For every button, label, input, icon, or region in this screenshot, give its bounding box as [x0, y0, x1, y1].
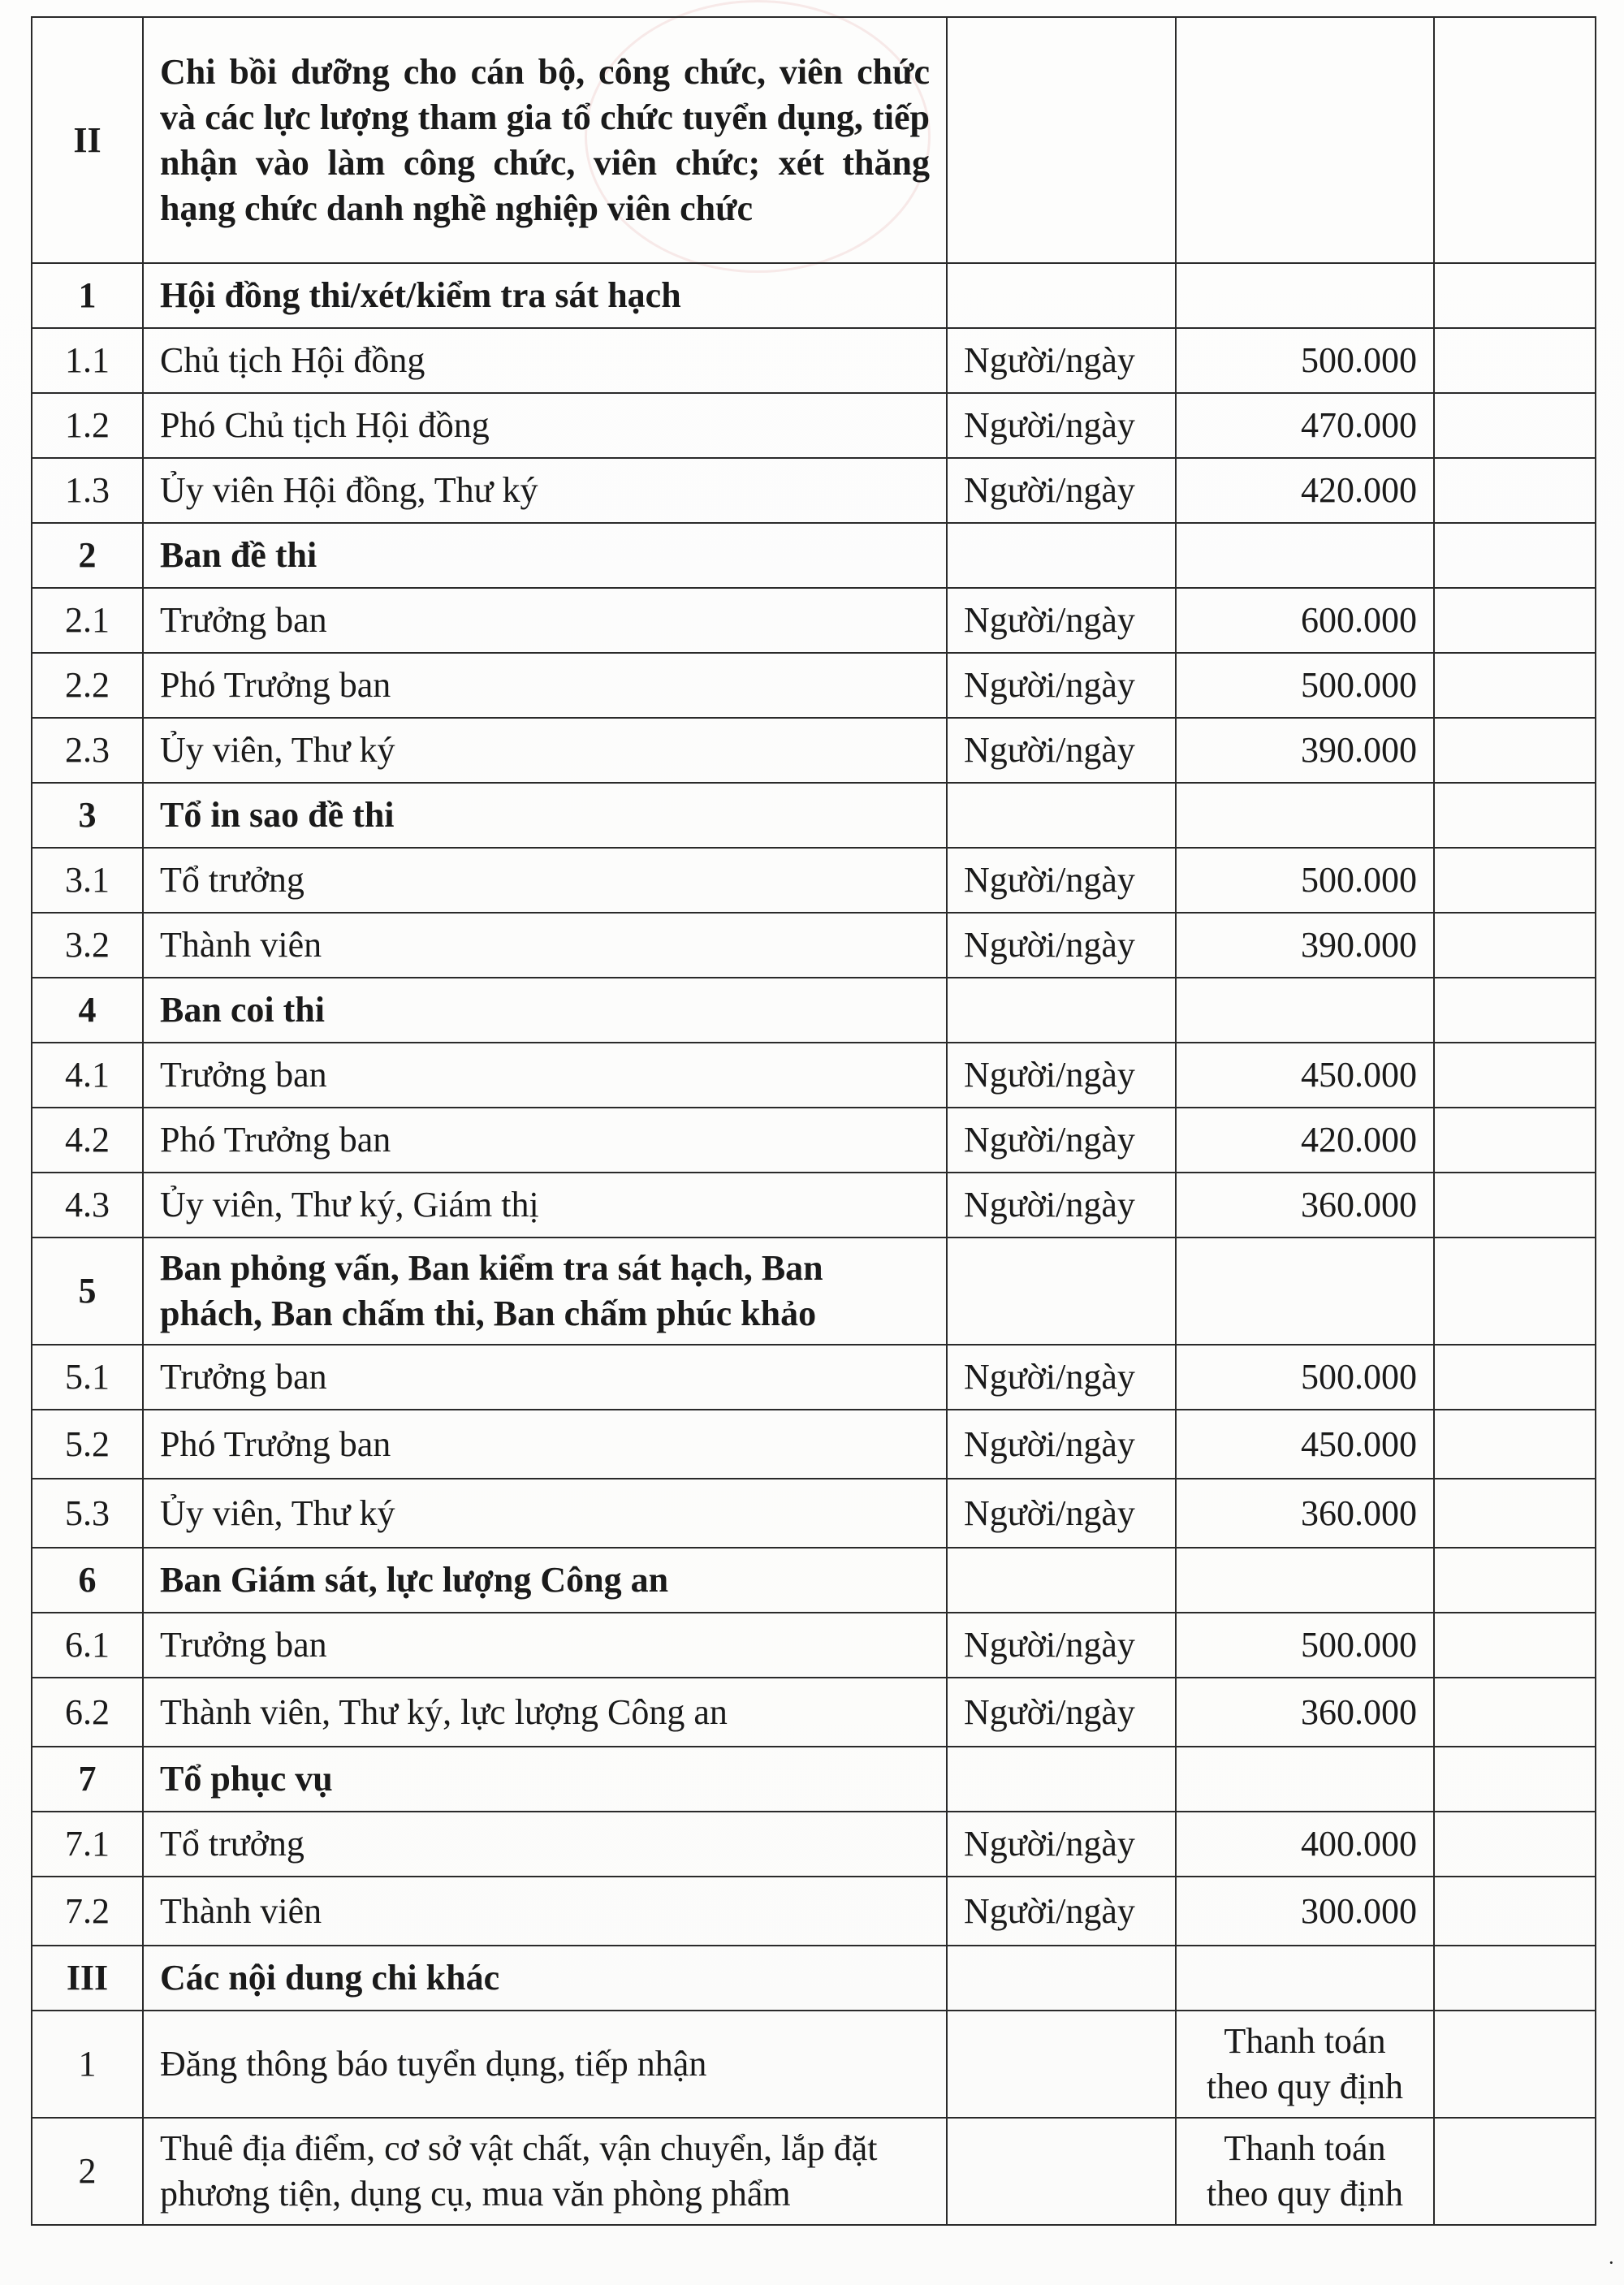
cell-amount: Thanh toán theo quy định — [1176, 2011, 1434, 2118]
cell-unit — [947, 2011, 1176, 2118]
cell-content: Ban phỏng vấn, Ban kiểm tra sát hạch, Ban phách, Ban chấm thi, Ban chấm phúc khảo — [143, 1238, 947, 1345]
cell-content: Ban Giám sát, lực lượng Công an — [143, 1548, 947, 1613]
cell-unit: Người/ngày — [947, 718, 1176, 783]
expense-table-body — [32, 17, 1596, 2225]
cell-amount — [1176, 263, 1434, 328]
cell-content: Tổ phục vụ — [143, 1747, 947, 1812]
table-row — [32, 1410, 1596, 1479]
cell-note — [1434, 1479, 1596, 1548]
cell-note — [1434, 1946, 1596, 2011]
page-corner-mark: · — [1608, 2251, 1615, 2274]
cell-unit — [947, 1548, 1176, 1613]
cell-unit: Người/ngày — [947, 1108, 1176, 1173]
cell-unit: Người/ngày — [947, 1877, 1176, 1946]
table-row — [32, 1345, 1596, 1410]
table-row — [32, 1043, 1596, 1108]
cell-content: Phó Trưởng ban — [143, 1108, 947, 1173]
cell-note — [1434, 913, 1596, 978]
cell-amount: 360.000 — [1176, 1479, 1434, 1548]
cell-stt: 2.1 — [32, 588, 143, 653]
cell-unit: Người/ngày — [947, 913, 1176, 978]
cell-stt: 4.3 — [32, 1173, 143, 1238]
cell-note — [1434, 458, 1596, 523]
cell-amount — [1176, 1548, 1434, 1613]
table-row — [32, 2118, 1596, 2225]
cell-unit: Người/ngày — [947, 1479, 1176, 1548]
cell-content: Tổ trưởng — [143, 1812, 947, 1877]
table-row — [32, 1173, 1596, 1238]
cell-stt: 7.2 — [32, 1877, 143, 1946]
cell-content: Thành viên — [143, 913, 947, 978]
cell-note — [1434, 978, 1596, 1043]
cell-content: Đăng thông báo tuyển dụng, tiếp nhận — [143, 2011, 947, 2118]
cell-amount — [1176, 1238, 1434, 1345]
cell-note — [1434, 783, 1596, 848]
cell-note — [1434, 1548, 1596, 1613]
cell-stt: 3 — [32, 783, 143, 848]
cell-amount — [1176, 17, 1434, 263]
cell-unit — [947, 1946, 1176, 2011]
cell-stt: 7 — [32, 1747, 143, 1812]
cell-note — [1434, 848, 1596, 913]
cell-unit: Người/ngày — [947, 1043, 1176, 1108]
cell-note — [1434, 523, 1596, 588]
cell-note — [1434, 1173, 1596, 1238]
cell-content: Ban coi thi — [143, 978, 947, 1043]
cell-amount: 500.000 — [1176, 1345, 1434, 1410]
cell-amount: 390.000 — [1176, 718, 1434, 783]
table-row — [32, 1747, 1596, 1812]
cell-amount: 360.000 — [1176, 1173, 1434, 1238]
table-row — [32, 978, 1596, 1043]
cell-content: Ban đề thi — [143, 523, 947, 588]
cell-amount — [1176, 978, 1434, 1043]
cell-content: Trưởng ban — [143, 1043, 947, 1108]
cell-content: Ủy viên, Thư ký, Giám thị — [143, 1173, 947, 1238]
cell-note — [1434, 393, 1596, 458]
cell-stt: 1.1 — [32, 328, 143, 393]
table-row — [32, 718, 1596, 783]
cell-stt: 3.1 — [32, 848, 143, 913]
cell-stt: 1 — [32, 2011, 143, 2118]
cell-amount — [1176, 783, 1434, 848]
table-row — [32, 1812, 1596, 1877]
cell-content: Phó Trưởng ban — [143, 653, 947, 718]
table-row — [32, 1548, 1596, 1613]
expense-table — [31, 16, 1596, 2226]
cell-content: Trưởng ban — [143, 1613, 947, 1678]
cell-unit: Người/ngày — [947, 588, 1176, 653]
table-row — [32, 848, 1596, 913]
cell-amount: Thanh toán theo quy định — [1176, 2118, 1434, 2225]
cell-unit: Người/ngày — [947, 328, 1176, 393]
cell-amount: 360.000 — [1176, 1678, 1434, 1747]
cell-stt: III — [32, 1946, 143, 2011]
table-row — [32, 1877, 1596, 1946]
table-row — [32, 1946, 1596, 2011]
cell-unit — [947, 2118, 1176, 2225]
cell-unit: Người/ngày — [947, 393, 1176, 458]
cell-content: Phó Trưởng ban — [143, 1410, 947, 1479]
table-row — [32, 1238, 1596, 1345]
cell-note — [1434, 588, 1596, 653]
cell-stt: 2 — [32, 2118, 143, 2225]
cell-content: Trưởng ban — [143, 588, 947, 653]
cell-content: Các nội dung chi khác — [143, 1946, 947, 2011]
cell-stt: 4 — [32, 978, 143, 1043]
cell-content: Ủy viên Hội đồng, Thư ký — [143, 458, 947, 523]
cell-stt: 5.2 — [32, 1410, 143, 1479]
cell-content: Ủy viên, Thư ký — [143, 1479, 947, 1548]
cell-unit: Người/ngày — [947, 1812, 1176, 1877]
table-row — [32, 263, 1596, 328]
cell-unit: Người/ngày — [947, 653, 1176, 718]
cell-amount: 450.000 — [1176, 1410, 1434, 1479]
table-row — [32, 458, 1596, 523]
cell-stt: 5.3 — [32, 1479, 143, 1548]
cell-amount: 500.000 — [1176, 653, 1434, 718]
table-row — [32, 2011, 1596, 2118]
table-row — [32, 1479, 1596, 1548]
cell-unit — [947, 978, 1176, 1043]
cell-stt: 2 — [32, 523, 143, 588]
cell-note — [1434, 1747, 1596, 1812]
cell-amount: 500.000 — [1176, 328, 1434, 393]
cell-content: Tổ trưởng — [143, 848, 947, 913]
cell-stt: 1.2 — [32, 393, 143, 458]
cell-content: Phó Chủ tịch Hội đồng — [143, 393, 947, 458]
cell-unit: Người/ngày — [947, 848, 1176, 913]
cell-content: Thành viên, Thư ký, lực lượng Công an — [143, 1678, 947, 1747]
table-row — [32, 523, 1596, 588]
cell-note — [1434, 718, 1596, 783]
cell-stt: 3.2 — [32, 913, 143, 978]
cell-amount: 470.000 — [1176, 393, 1434, 458]
cell-note — [1434, 2118, 1596, 2225]
cell-content: Chủ tịch Hội đồng — [143, 328, 947, 393]
cell-unit: Người/ngày — [947, 458, 1176, 523]
cell-note — [1434, 2011, 1596, 2118]
cell-unit: Người/ngày — [947, 1173, 1176, 1238]
cell-note — [1434, 1812, 1596, 1877]
table-row — [32, 1613, 1596, 1678]
cell-note — [1434, 1877, 1596, 1946]
cell-stt: 6 — [32, 1548, 143, 1613]
cell-stt: 2.3 — [32, 718, 143, 783]
cell-content: Trưởng ban — [143, 1345, 947, 1410]
cell-unit — [947, 263, 1176, 328]
cell-amount: 390.000 — [1176, 913, 1434, 978]
cell-stt: 6.2 — [32, 1678, 143, 1747]
cell-stt: 7.1 — [32, 1812, 143, 1877]
cell-unit: Người/ngày — [947, 1613, 1176, 1678]
cell-note — [1434, 1108, 1596, 1173]
cell-stt: II — [32, 17, 143, 263]
cell-content: Chi bồi dưỡng cho cán bộ, công chức, viên chức và các lực lượng tham gia tổ chức tuyển dụng, tiếp nhận vào làm công chức, viên chức; xét thăng hạng chức danh nghề nghiệp viên chức — [143, 17, 947, 263]
cell-content: Thành viên — [143, 1877, 947, 1946]
cell-note — [1434, 17, 1596, 263]
cell-note — [1434, 1678, 1596, 1747]
cell-note — [1434, 328, 1596, 393]
cell-amount: 300.000 — [1176, 1877, 1434, 1946]
cell-amount — [1176, 1946, 1434, 2011]
table-row — [32, 393, 1596, 458]
cell-amount: 500.000 — [1176, 1613, 1434, 1678]
cell-content: Tổ in sao đề thi — [143, 783, 947, 848]
cell-stt: 5 — [32, 1238, 143, 1345]
cell-note — [1434, 1410, 1596, 1479]
cell-amount: 400.000 — [1176, 1812, 1434, 1877]
cell-note — [1434, 653, 1596, 718]
cell-note — [1434, 263, 1596, 328]
cell-amount — [1176, 523, 1434, 588]
cell-unit: Người/ngày — [947, 1345, 1176, 1410]
cell-content: Hội đồng thi/xét/kiểm tra sát hạch — [143, 263, 947, 328]
table-row — [32, 913, 1596, 978]
table-row — [32, 783, 1596, 848]
cell-stt: 4.2 — [32, 1108, 143, 1173]
cell-note — [1434, 1238, 1596, 1345]
cell-stt: 1 — [32, 263, 143, 328]
cell-content: Ủy viên, Thư ký — [143, 718, 947, 783]
cell-note — [1434, 1345, 1596, 1410]
cell-note — [1434, 1043, 1596, 1108]
table-row — [32, 328, 1596, 393]
cell-unit — [947, 783, 1176, 848]
cell-unit: Người/ngày — [947, 1410, 1176, 1479]
cell-content: Thuê địa điểm, cơ sở vật chất, vận chuyển, lắp đặt phương tiện, dụng cụ, mua văn phòng phẩm — [143, 2118, 947, 2225]
table-row — [32, 1678, 1596, 1747]
table-row — [32, 1108, 1596, 1173]
cell-amount: 450.000 — [1176, 1043, 1434, 1108]
cell-note — [1434, 1613, 1596, 1678]
cell-stt: 2.2 — [32, 653, 143, 718]
cell-stt: 5.1 — [32, 1345, 143, 1410]
cell-unit: Người/ngày — [947, 1678, 1176, 1747]
table-row — [32, 588, 1596, 653]
cell-amount: 420.000 — [1176, 458, 1434, 523]
cell-unit — [947, 1238, 1176, 1345]
cell-unit — [947, 523, 1176, 588]
cell-amount: 420.000 — [1176, 1108, 1434, 1173]
cell-stt: 4.1 — [32, 1043, 143, 1108]
cell-unit — [947, 17, 1176, 263]
cell-amount — [1176, 1747, 1434, 1812]
cell-unit — [947, 1747, 1176, 1812]
table-row — [32, 17, 1596, 263]
table-row — [32, 653, 1596, 718]
cell-amount: 500.000 — [1176, 848, 1434, 913]
cell-amount: 600.000 — [1176, 588, 1434, 653]
cell-stt: 1.3 — [32, 458, 143, 523]
cell-stt: 6.1 — [32, 1613, 143, 1678]
